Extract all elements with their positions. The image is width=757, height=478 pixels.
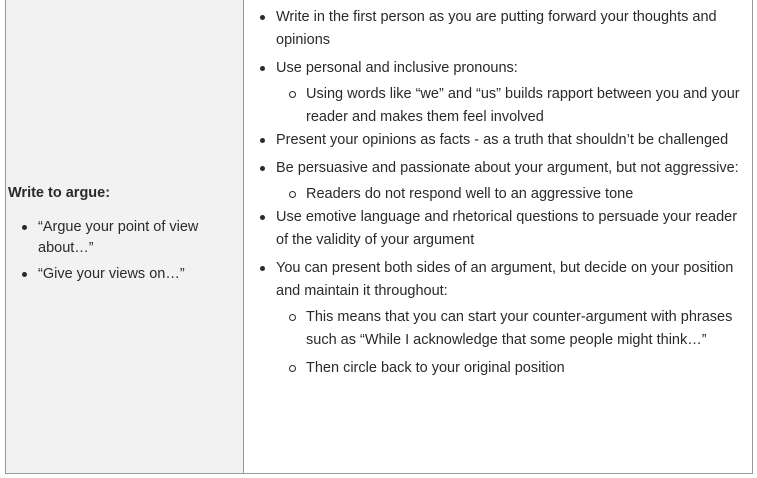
list-item-text: Present your opinions as facts - as a truth that shouldn’t be challenged: [276, 132, 729, 148]
sub-list: [276, 306, 742, 380]
sub-list-item: This means that you can start your counter-argument with phrases such as “While I acknowledge that some people might think…”: [284, 306, 742, 352]
sub-list: [276, 183, 742, 206]
list-item: [254, 206, 742, 252]
right-column: [244, 0, 752, 473]
sub-list-item: Using words like “we” and “us” builds rapport between you and your reader and makes them feel involved: [284, 83, 742, 129]
list-item: “Give your views on…”: [22, 264, 233, 285]
prompt-examples-list: [8, 217, 233, 290]
list-item: [254, 257, 742, 380]
sub-list: [276, 83, 742, 129]
list-item: [254, 57, 742, 129]
list-item: [254, 6, 742, 52]
list-item-text: Be persuasive and passionate about your argument, but not aggressive:: [276, 160, 739, 176]
list-item-text: You can present both sides of an argument, but decide on your position and maintain it throughout:: [276, 260, 734, 299]
list-item-text: Use personal and inclusive pronouns:: [276, 60, 518, 76]
list-item-text: Write in the first person as you are putting forward your thoughts and opinions: [276, 9, 717, 48]
sub-list-item: Readers do not respond well to an aggressive tone: [284, 183, 742, 206]
write-to-argue-heading: Write to argue:: [8, 185, 111, 201]
list-item: “Argue your point of view about…”: [22, 217, 233, 259]
list-item: [254, 129, 742, 152]
list-item-text: Use emotive language and rhetorical questions to persuade your reader of the validity of your argument: [276, 209, 738, 248]
guidance-list: [254, 6, 742, 380]
list-item: [254, 157, 742, 206]
content-table: [5, 0, 753, 474]
sub-list-item: Then circle back to your original position: [284, 357, 742, 380]
left-column: [6, 0, 244, 473]
